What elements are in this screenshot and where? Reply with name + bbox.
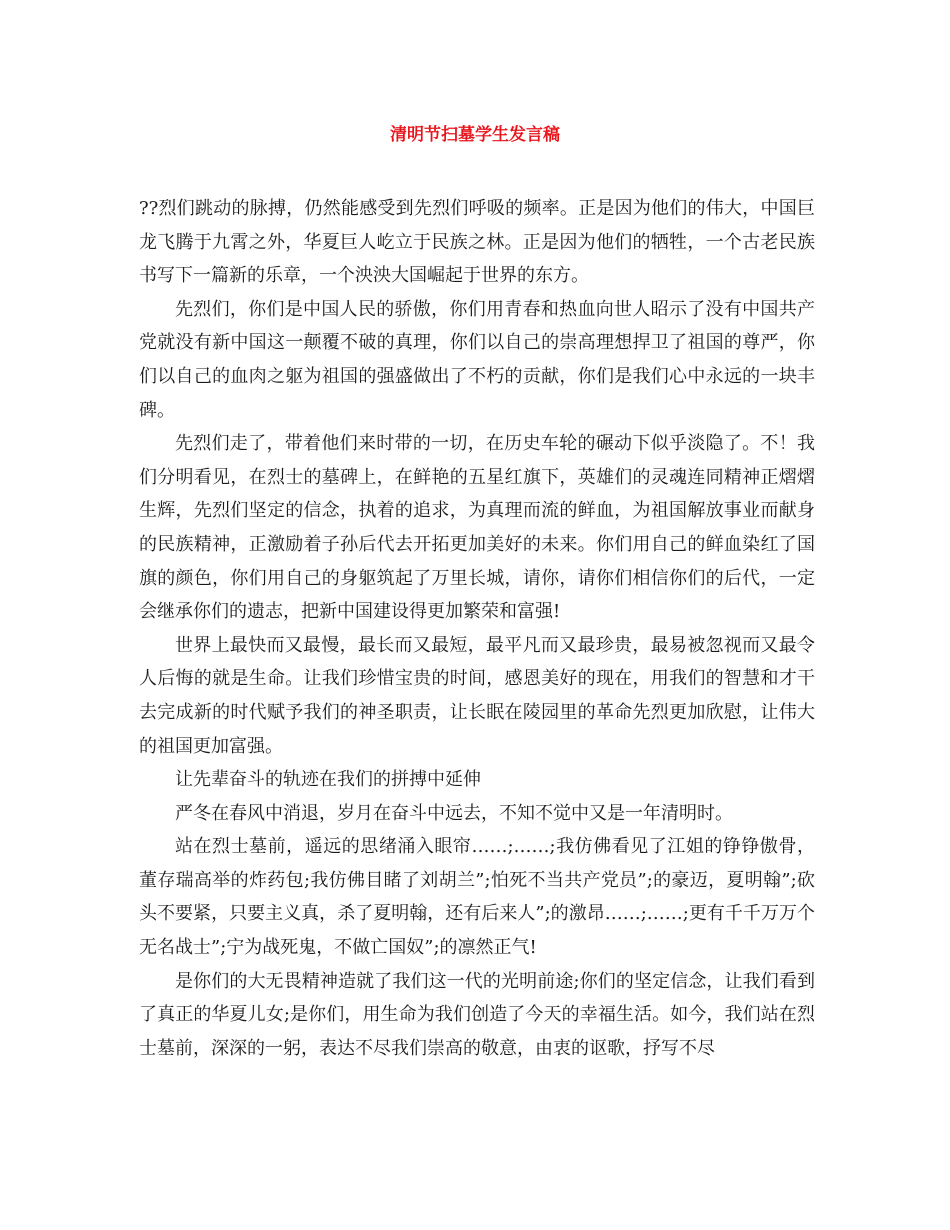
paragraph: 是你们的大无畏精神造就了我们这一代的光明前途;你们的坚定信念，让我们看到了真正的华夏儿女;是你们，用生命为我们创造了今天的幸福生活。如今，我们站在烈士墓前，深深的一躬，表达不尽我们崇高的敬意，由衷的讴歌，抒写不尽: [139, 970, 815, 1059]
paragraph: 严冬在春风中消退，岁月在奋斗中远去，不知不觉中又是一年清明时。: [175, 802, 733, 824]
paragraph: 先烈们，你们是中国人民的骄傲，你们用青春和热血向世人昭示了没有中国共产党就没有新中国这一颠覆不破的真理，你们以自己的崇高理想捍卫了祖国的尊严，你们以自己的血肉之躯为祖国的强盛做出了不朽的贡献，你们是我们心中永远的一块丰碑。: [139, 298, 815, 421]
document-title: 清明节扫墓学生发言稿: [390, 125, 560, 145]
paragraph: ??烈们跳动的脉搏，仍然能感受到先烈们呼吸的频率。正是因为他们的伟大，中国巨龙飞腾于九霄之外，华夏巨人屹立于民族之林。正是因为他们的牺牲，一个古老民族书写下一篇新的乐章，一个泱泱大国崛起于世界的东方。: [139, 198, 815, 287]
paragraph: 世界上最快而又最慢，最长而又最短，最平凡而又最珍贵，最易被忽视而又最令人后悔的就是生命。让我们珍惜宝贵的时间，感恩美好的现在，用我们的智慧和才干去完成新的时代赋予我们的神圣职责，让长眠在陵园里的革命先烈更加欣慰，让伟大的祖国更加富强。: [139, 634, 815, 757]
document-body: [139, 192, 815, 1065]
paragraph: 让先辈奋斗的轨迹在我们的拼搏中延伸: [175, 769, 481, 791]
paragraph: 站在烈士墓前，遥远的思绪涌入眼帘……;……;我仿佛看见了江姐的铮铮傲骨，董存瑞高举的炸药包;我仿佛目睹了刘胡兰”;怕死不当共产党员”;的豪迈，夏明翰”;砍头不要紧，只要主义真，杀了夏明翰，还有后来人”;的激昂……;……;更有千千万万个无名战士”;宁为战死鬼，不做亡国奴”;的凛然正气!: [139, 836, 815, 959]
paragraph: 先烈们走了，带着他们来时带的一切，在历史车轮的碾动下似乎淡隐了。不！我们分明看见，在烈士的墓碑上，在鲜艳的五星红旗下，英雄们的灵魂连同精神正熠熠生辉，先烈们坚定的信念，执着的追求，为真理而流的鲜血，为祖国解放事业而献身的民族精神，正激励着子孙后代去开拓更加美好的未来。你们用自己的鲜血染红了国旗的颜色，你们用自己的身躯筑起了万里长城，请你，请你们相信你们的后代，一定会继承你们的遗志，把新中国建设得更加繁荣和富强!: [139, 433, 815, 623]
